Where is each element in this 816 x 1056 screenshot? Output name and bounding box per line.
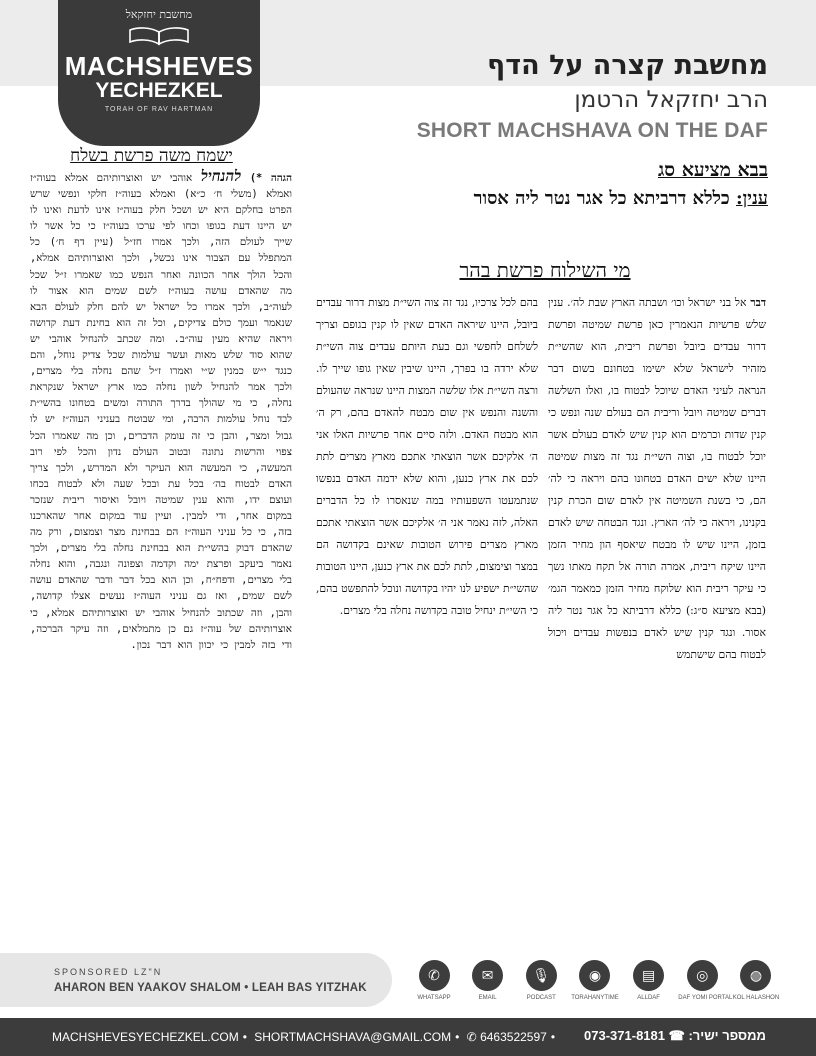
- phone-number[interactable]: 073-371-8181: [584, 1028, 665, 1043]
- article-column-right: [548, 292, 766, 737]
- whatsapp-number[interactable]: 6463522597: [480, 1030, 547, 1044]
- footer-contacts: MACHSHEVESYECHEZKEL.COM • SHORTMACHSHAVA@GMAIL.COM • ✆ 6463522597 •: [52, 1030, 556, 1044]
- dafyomi-portal-caption: DAF YOMI PORTAL: [678, 995, 733, 1001]
- link-kolhalashon[interactable]: [732, 960, 780, 1008]
- gloss-marker: הגהה *): [249, 172, 292, 184]
- sponsor-bar: [0, 953, 392, 1007]
- dafyomi-portal-icon: ◎: [687, 960, 718, 991]
- book-icon: [124, 25, 194, 47]
- lead-word: דבר: [750, 296, 766, 309]
- kolhalashon-caption: KOL HALASHON: [732, 995, 780, 1001]
- sidebar-body: אוהבי יש ואוצרותיהם אמלא בעוה״ז ואמלא (משלי ח׳ כ״א) ואמלא בעוה״ז חלקי ונפשי שרש הפרט בחלקם היא יש ושכל חלק בעוה״ז אינו לדעת ואינו לו יש היינו דעת בגופו וכחו לפי ערכו בעוה״ז כי כל אשר לו שייך לעולם הזה, ולכך אמרו חז״ל (עיין דף ח׳) כל המתפלל עם הצבור אינו נכשל, ולכך ואוצרותיהם אמלא, והכל הולך אחר הכוונה ואחר הנפש כמו שאמרו ז״ל שכל מה שהאדם עושה בעוה״ז לשם שמים הוא אצור לו לעוה״ב, ולכך אמרו כל ישראל יש להם חלק לעולם הבא שנאמר ועמך כולם צדיקים, וכל זה הוא בחינת דעת קדושה ויראה שהיא מעין עוה״ב. ומה שכתב להנחיל אוהבי יש שהוא סוד שלש מאות ועשר עולמות שכל צדיק נוחל, והם כנגד י״ש כמנין ש״י ואמרו ז״ל שהם נחלה בלי מצרים, ולכך אמר להנחיל לשון נחלה כמו ארץ ישראל שנקראת נחלה, כי מי שהולך בדרך התורה ומשים בטחונו בהשי״ת לבד נוחל עולמות הרבה, ומי שבוטח בעניני העוה״ז יש לו גבול ומצר, והבן כי זה עומק הדברים, וכן מה שאמרו הכל צפוי והרשות נתונה ובטוב העולם נדון והכל לפי רוב המעשה, כי המעשה הוא העיקר ולא המדרש, ולכך צריך האדם לבטוח בה׳ בכל עת ובכל שעה ולא לבטוח בכחו ועוצם ידו, והוא ענין שמיטה ויובל ואיסור ריבית שנזכר במקום אחר, ודי למבין. ועיין עוד במקום אחר שהארכנו בזה, כי כל עניני העוה״ז הם בבחינת מצר וצמצום, ורק מה שהאדם דבוק בהשי״ת הוא בבחינת נחלה בלי מצרים, ולכך נאמר ביעקב ופרצת ימה וקדמה וצפונה ונגבה, והוא נחלה בלי מצרים, ודפח״ח, וכן הוא בכל דבר ודבר שהאדם עושה לשם שמים, ואז גם עניני העוה״ז נעשים אצלו קדושה, והבן, וזה שכתוב להנחיל אוהבי יש ואוצרותיהם אמלא, כי אוצרותיהם של עוה״ז גם כן מתמלאים, וזה עיקר הברכה, ודי בזה למבין כי יכוון הוא דבר נכון.: [30, 172, 292, 651]
- alldaf-caption: ALLDAF: [637, 995, 660, 1001]
- inyan-text: כללא דרביתא כל אגר נטר ליה אסור: [473, 188, 730, 209]
- logo-line-2: YECHEZKEL: [95, 79, 223, 102]
- torahanytime-caption: TORAHANYTIME: [571, 995, 619, 1001]
- whatsapp-small-icon: ✆: [466, 1030, 477, 1044]
- podcast-icon: 🎙: [526, 960, 557, 991]
- sponsor-names: AHARON BEN YAAKOV SHALOM • LEAH BAS YITZHAK: [54, 982, 367, 994]
- article-column-middle: [316, 292, 538, 737]
- inyan-line: [474, 188, 768, 209]
- email-link[interactable]: SHORTMACHSHAVA@GMAIL.COM: [254, 1030, 452, 1044]
- article-text-middle: בהם לכל צרכיו, נגד זה צוה השי״ת מצות דרור עבדים ביובל, היינו שיראה האדם שאין לו קנין בגופם וצריך לשלחם לחפשי וגם בעת היותם עבדים צוה השי״ת שלא ירדה בו בפרך, היינו שיבין שאין גופו שייך לו. ורצה השי״ת אלו שלשה המצות היינו שנראה שהעולם והשנה והנפש אין שום מבטח להאדם בהם, רק ה׳ הוא מבטח האדם. ולזה סיים אחר פרשיות האלו אני ה׳ אלקיכם אשר הוצאתי אתכם מארץ מצרים לתת לכם את ארץ כנען, והוא שלא ידמה האדם בנפשו שנתמעטו השפעותיו במה שנאסרו לו כל הדברים האלה, לזה נאמר אני ה׳ אלקיכם אשר הוצאתי אתכם מארץ מצרים פירוש הטובות שאינם בקדושה הם במצר וצימצום, לתת לכם את ארץ כנען, היינו הטובות שהשי״ת ישפיע לנו יהיו בקדושה ונוכל להתפשט בהם, כי השי״ת ינחיל טובה בקדושה נחלה בלי מצרים.: [316, 296, 538, 617]
- direct-phone: [584, 1028, 766, 1044]
- sidebar-source-text: [30, 168, 292, 948]
- link-email[interactable]: [464, 960, 512, 1008]
- podcast-caption: PODCAST: [526, 995, 556, 1001]
- daf-text: בבא מציעא סג: [658, 159, 768, 181]
- english-title: SHORT MACHSHAVA ON THE DAF: [416, 119, 768, 142]
- whatsapp-caption: WHATSAPP: [417, 995, 451, 1001]
- logo-line-1: MACHSHEVES: [64, 51, 254, 81]
- link-torahanytime[interactable]: [571, 960, 619, 1008]
- sponsor-label: SPONSORED LZ"N: [54, 967, 163, 977]
- author-name: הרב יחזקאל הרטמן: [574, 87, 768, 113]
- email-caption: EMAIL: [478, 995, 497, 1001]
- logo: [58, 0, 260, 146]
- kolhalashon-icon: ◍: [740, 960, 771, 991]
- phone-icon: ☎: [668, 1028, 685, 1043]
- alldaf-icon: ▤: [633, 960, 664, 991]
- logo-hebrew: מחשבת יחזקאל: [125, 8, 193, 21]
- phone-label: ממספר ישיר:: [688, 1028, 766, 1043]
- website-link[interactable]: MACHSHEVESYECHEZKEL.COM: [52, 1030, 239, 1044]
- torahanytime-icon: ◉: [579, 960, 610, 991]
- daf-reference: [658, 159, 768, 182]
- footer-bar: [0, 1018, 816, 1056]
- inyan-label: ענין:: [736, 188, 768, 209]
- media-links: [410, 960, 780, 1008]
- sidebar-heading: ישמח משה פרשת בשלח: [70, 146, 233, 166]
- email-icon: ✉: [472, 960, 503, 991]
- logo-tagline: TORAH OF RAV HARTMAN: [104, 106, 214, 113]
- link-whatsapp[interactable]: [410, 960, 458, 1008]
- article-text-right: אל בני ישראל וכו׳ ושבתה הארץ שבת לה׳. ענין שלש פרשיות הנאמרין כאן פרשת שמיטה ופרשת דרור עבדים ביובל ופרשת ריבית, הוא שהשי״ת מזהיר לישראל שלא ישימו בטחונם בשום דבר הנראה לעיני האדם שיוכל לבטוח בו, ואלו השלשה דברים שמיטה ויובל וריבית הם בעולם שנה ונפש כי קנין שדות וכרמים הוא קנין שיש לאדם בעולם אשר יוכל לבטוח בו, וצוה השי״ת נגד זה מצות שמיטה היינו שלא ישים האדם בטחונו בהם ויראה כי לה׳ הם, כי בשנת השמיטה אין לאדם שום הכרת קנין בקנינו, ויראה כי לה׳ הארץ. ונגד הבטחה שיש לאדם בזמן, היינו שיש לו מבטח שיאסף הון מחיר הזמן היינו שיקח ריבית, אמרה תורה אל תקח מאתו נשך כי עיקר ריבית הוא שלוקח מחיר הזמן כמאמר הגמ׳ (בבא מציעא ס״ג:) כללא דרביתא כל אגר נטר ליה אסור. ונגד קנין שיש לאדם בנפשות עבדים ויכול לבטוח בהם שישתמש: [548, 296, 766, 661]
- link-podcast[interactable]: [517, 960, 565, 1008]
- link-dafyomi-portal[interactable]: [678, 960, 733, 1008]
- whatsapp-icon: ✆: [419, 960, 450, 991]
- page-title: מחשבת קצרה על הדף: [487, 50, 768, 81]
- article-heading: מי השילוח פרשת בהר: [459, 258, 631, 282]
- sidebar-lead-word: להנחיל: [200, 168, 242, 185]
- link-alldaf[interactable]: [625, 960, 673, 1008]
